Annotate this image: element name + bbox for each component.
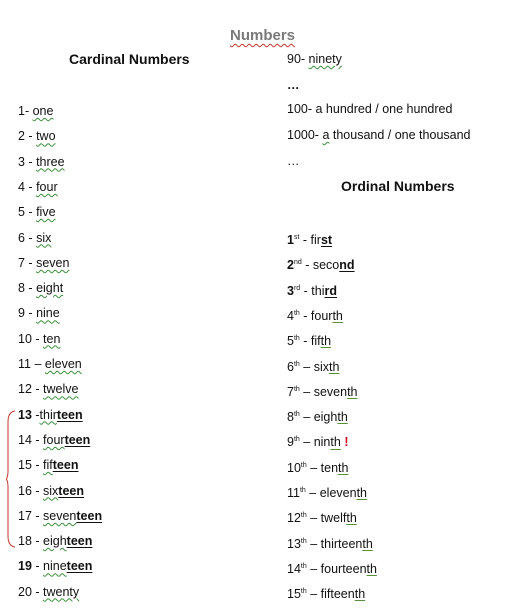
cardinal-row — [18, 356, 82, 372]
ordinal-suffix-sup: th — [300, 461, 307, 469]
cardinal-row — [18, 179, 58, 195]
separator: – — [305, 486, 320, 501]
ordinal-suffix-sup: th — [300, 537, 307, 545]
separator: – — [306, 562, 321, 577]
ordinal-number: 8 — [287, 410, 294, 425]
cardinal-word: three — [36, 154, 65, 169]
cardinal-number: 1 — [18, 104, 25, 118]
ordinal-row — [287, 584, 365, 602]
cardinal-number: 15 — [18, 458, 32, 473]
separator: - — [31, 534, 44, 549]
cardinal-row — [18, 230, 51, 246]
ordinal-row — [287, 306, 343, 324]
ordinal-word-stem: four — [310, 309, 333, 324]
separator: - — [24, 104, 33, 118]
number-row — [287, 153, 300, 169]
separator: - — [24, 255, 37, 270]
separator: - — [31, 584, 44, 599]
cardinal-row — [18, 508, 102, 524]
ordinal-word-stem: fir — [310, 233, 321, 248]
ordinal-number: 1 — [287, 233, 294, 248]
ordinal-word-suffix: th — [362, 536, 373, 551]
cardinal-word: seven — [36, 255, 70, 270]
ordinal-number: 15 — [287, 587, 301, 602]
separator: - — [31, 407, 40, 422]
ordinal-number: 3 — [287, 283, 294, 298]
cardinal-row — [18, 204, 56, 220]
ordinal-word-suffix: th — [328, 359, 340, 374]
ordinal-suffix-sup: th — [293, 335, 300, 343]
ordinal-word-suffix: st — [320, 233, 333, 248]
ordinal-word-suffix: th — [337, 410, 348, 425]
cardinal-row — [18, 584, 79, 600]
ordinal-number: 12 — [287, 511, 301, 526]
separator: - — [24, 154, 37, 169]
ordinal-suffix-sup: th — [293, 436, 300, 444]
cardinal-number: 16 — [18, 483, 32, 498]
exclamation-mark: ! — [344, 435, 349, 450]
ordinal-suffix-sup: th — [300, 562, 307, 570]
number-row — [287, 77, 300, 93]
separator: - — [31, 483, 44, 498]
ordinal-word-stem: ten — [320, 460, 339, 475]
separator: - — [24, 230, 37, 245]
ordinal-suffix-sup: nd — [293, 259, 302, 267]
cardinal-number: 3 — [18, 154, 25, 169]
cardinal-word: eight — [36, 281, 64, 296]
page-title: Numbers — [229, 27, 296, 44]
cardinal-number: 18 — [18, 534, 32, 549]
cardinal-row — [18, 483, 84, 499]
number-text: 100- a hundred / one hundred — [287, 102, 453, 116]
ordinal-suffix-sup: th — [300, 588, 307, 596]
ordinal-word-suffix: th — [320, 334, 332, 349]
ordinal-row — [287, 407, 348, 425]
number-row — [287, 127, 471, 143]
ordinal-number: 11 — [287, 486, 300, 501]
number-text-rest: thousand / one thousand — [329, 128, 471, 142]
ordinal-suffix-sup: th — [293, 360, 300, 368]
separator: – — [306, 536, 321, 551]
ordinal-row — [287, 432, 348, 450]
cardinal-row — [18, 255, 69, 271]
cardinal-row — [18, 558, 92, 574]
separator: – — [299, 435, 314, 450]
cardinal-number: 13 — [18, 407, 32, 422]
cardinal-number: 14 — [18, 432, 32, 447]
ordinal-number: 5 — [287, 334, 294, 349]
separator: - — [24, 205, 37, 220]
ordinal-row — [287, 331, 331, 349]
cardinal-row — [18, 381, 78, 397]
cardinal-word-stem: thir — [39, 407, 57, 422]
cardinal-word-stem: fif — [43, 458, 53, 473]
ordinal-word-suffix: th — [356, 486, 368, 501]
separator: - — [31, 382, 44, 397]
cardinal-row — [18, 457, 78, 473]
ordinal-word-suffix: th — [354, 587, 366, 602]
ordinal-number: 7 — [287, 384, 294, 399]
separator: - — [24, 129, 37, 144]
cardinal-heading: Cardinal Numbers — [69, 51, 190, 67]
ordinal-suffix-sup: rd — [293, 284, 301, 292]
ordinal-word-suffix: th — [347, 384, 358, 399]
cardinal-number: 4 — [18, 179, 25, 194]
cardinal-word-stem: nine — [43, 559, 67, 574]
cardinal-row — [18, 154, 65, 170]
ordinal-row — [287, 230, 332, 248]
cardinal-number: 8 — [18, 281, 25, 296]
ordinal-word-suffix: th — [366, 562, 377, 577]
ordinal-row — [287, 357, 339, 375]
cardinal-word: four — [36, 179, 58, 194]
separator: - — [31, 331, 44, 346]
separator: – — [299, 359, 314, 374]
cardinal-number: 12 — [18, 382, 32, 397]
cardinal-row — [18, 280, 63, 296]
cardinal-word-stem: four — [43, 432, 65, 447]
separator: – — [30, 357, 45, 371]
ordinal-word-stem: fifteen — [320, 587, 355, 602]
ordinal-word-stem: nin — [313, 435, 331, 450]
cardinal-number: 9 — [18, 306, 25, 321]
ordinal-word-stem: thirteen — [320, 536, 363, 551]
ordinal-word-stem: eigh — [313, 410, 338, 425]
cardinal-number: 7 — [18, 255, 25, 270]
separator: - — [31, 508, 44, 523]
cardinal-number: 10 — [18, 331, 32, 346]
ordinal-word-suffix: th — [338, 460, 349, 475]
ordinal-number: 14 — [287, 562, 301, 577]
separator: – — [306, 460, 321, 475]
cardinal-word-stem: seven — [43, 508, 77, 523]
ordinal-row — [287, 255, 355, 273]
ordinal-row — [287, 483, 367, 501]
separator: - — [24, 179, 37, 194]
cardinal-row — [18, 305, 60, 321]
number-text: … — [287, 78, 300, 92]
ordinal-number: 10 — [287, 460, 301, 475]
separator: – — [306, 587, 321, 602]
cardinal-row — [18, 432, 90, 448]
ordinal-word-suffix: nd — [339, 258, 355, 273]
ordinal-word-stem: six — [313, 359, 329, 374]
separator: - — [301, 258, 313, 273]
cardinal-word: two — [36, 129, 56, 144]
separator: - — [31, 432, 44, 447]
cardinal-number: 20 — [18, 584, 32, 599]
ordinal-row — [287, 382, 358, 400]
separator: - — [300, 283, 312, 298]
cardinal-row — [18, 331, 60, 347]
ordinal-word-stem: fourteen — [320, 562, 367, 577]
ordinal-row — [287, 534, 373, 552]
cardinal-word-stem: six — [43, 483, 59, 498]
ordinal-suffix-sup: th — [293, 385, 300, 393]
ordinal-number: 9 — [287, 435, 294, 450]
cardinal-word-suffix: teen — [52, 458, 79, 473]
number-row — [287, 101, 452, 117]
teen-brace-icon — [6, 410, 16, 548]
ordinal-suffix-sup: th — [293, 309, 300, 317]
cardinal-word: one — [32, 104, 54, 118]
cardinal-word-suffix: teen — [66, 534, 93, 549]
ordinal-heading: Ordinal Numbers — [341, 178, 455, 194]
ordinal-word-suffix: th — [330, 435, 341, 450]
separator: - — [24, 306, 37, 321]
ordinal-word-stem: fif — [310, 334, 321, 349]
ordinal-word-stem: seven — [313, 384, 348, 399]
separator: – — [299, 384, 314, 399]
cardinal-number: 2 — [18, 129, 25, 144]
cardinal-number: 5 — [18, 205, 25, 220]
cardinal-word: twelve — [43, 382, 79, 397]
cardinal-word-suffix: teen — [58, 483, 84, 498]
ordinal-row — [287, 281, 337, 299]
ordinal-suffix-sup: th — [293, 411, 300, 419]
cardinal-number: 17 — [18, 508, 32, 523]
separator: – — [306, 511, 321, 526]
ordinal-row — [287, 458, 348, 476]
cardinal-word: twenty — [43, 584, 80, 599]
ordinal-word-stem: seco — [312, 258, 340, 273]
ordinal-row — [287, 559, 377, 577]
cardinal-word: eleven — [44, 357, 82, 371]
cardinal-word: nine — [36, 306, 60, 321]
cardinal-word-suffix: teen — [76, 508, 103, 523]
separator: - — [31, 458, 44, 473]
ordinal-word-suffix: rd — [324, 283, 337, 298]
ordinal-word-stem: thi — [311, 283, 325, 298]
number-text: … — [287, 154, 300, 168]
ordinal-number: 13 — [287, 536, 301, 551]
ordinal-number: 2 — [287, 258, 294, 273]
cardinal-word: five — [36, 205, 56, 220]
cardinal-row — [18, 103, 53, 119]
number-text: 1000- — [287, 128, 323, 142]
ordinal-row — [287, 508, 357, 526]
cardinal-row — [18, 407, 83, 423]
cardinal-number: 11 — [18, 357, 31, 371]
cardinal-word-suffix: teen — [66, 559, 93, 574]
ordinal-word-suffix: th — [332, 309, 343, 324]
ordinal-number: 6 — [287, 359, 294, 374]
cardinal-number: 19 — [18, 559, 32, 574]
separator: - — [299, 309, 311, 324]
ordinal-suffix-sup: st — [293, 234, 300, 241]
cardinal-word-stem: eigh — [43, 534, 67, 549]
ordinal-word-stem: eleven — [319, 486, 357, 501]
cardinal-word-suffix: teen — [56, 407, 83, 422]
separator: – — [299, 410, 314, 425]
separator: - — [299, 233, 311, 248]
number-row — [287, 51, 342, 67]
separator: - — [299, 334, 311, 349]
cardinal-word: six — [36, 230, 52, 245]
number-word: a — [322, 128, 330, 142]
ordinal-suffix-sup: th — [300, 512, 307, 520]
ordinal-number: 4 — [287, 309, 294, 324]
cardinal-word: ten — [43, 331, 61, 346]
number-word: ninety — [308, 52, 342, 66]
cardinal-number: 6 — [18, 230, 25, 245]
cardinal-row — [18, 128, 56, 144]
cardinal-word-suffix: teen — [64, 432, 91, 447]
separator: - — [24, 281, 37, 296]
ordinal-word-stem: twelf — [320, 511, 347, 526]
cardinal-row — [18, 533, 92, 549]
ordinal-suffix-sup: th — [299, 487, 306, 494]
number-text: 90- — [287, 52, 309, 66]
separator: - — [31, 559, 44, 574]
ordinal-word-suffix: th — [346, 511, 357, 526]
